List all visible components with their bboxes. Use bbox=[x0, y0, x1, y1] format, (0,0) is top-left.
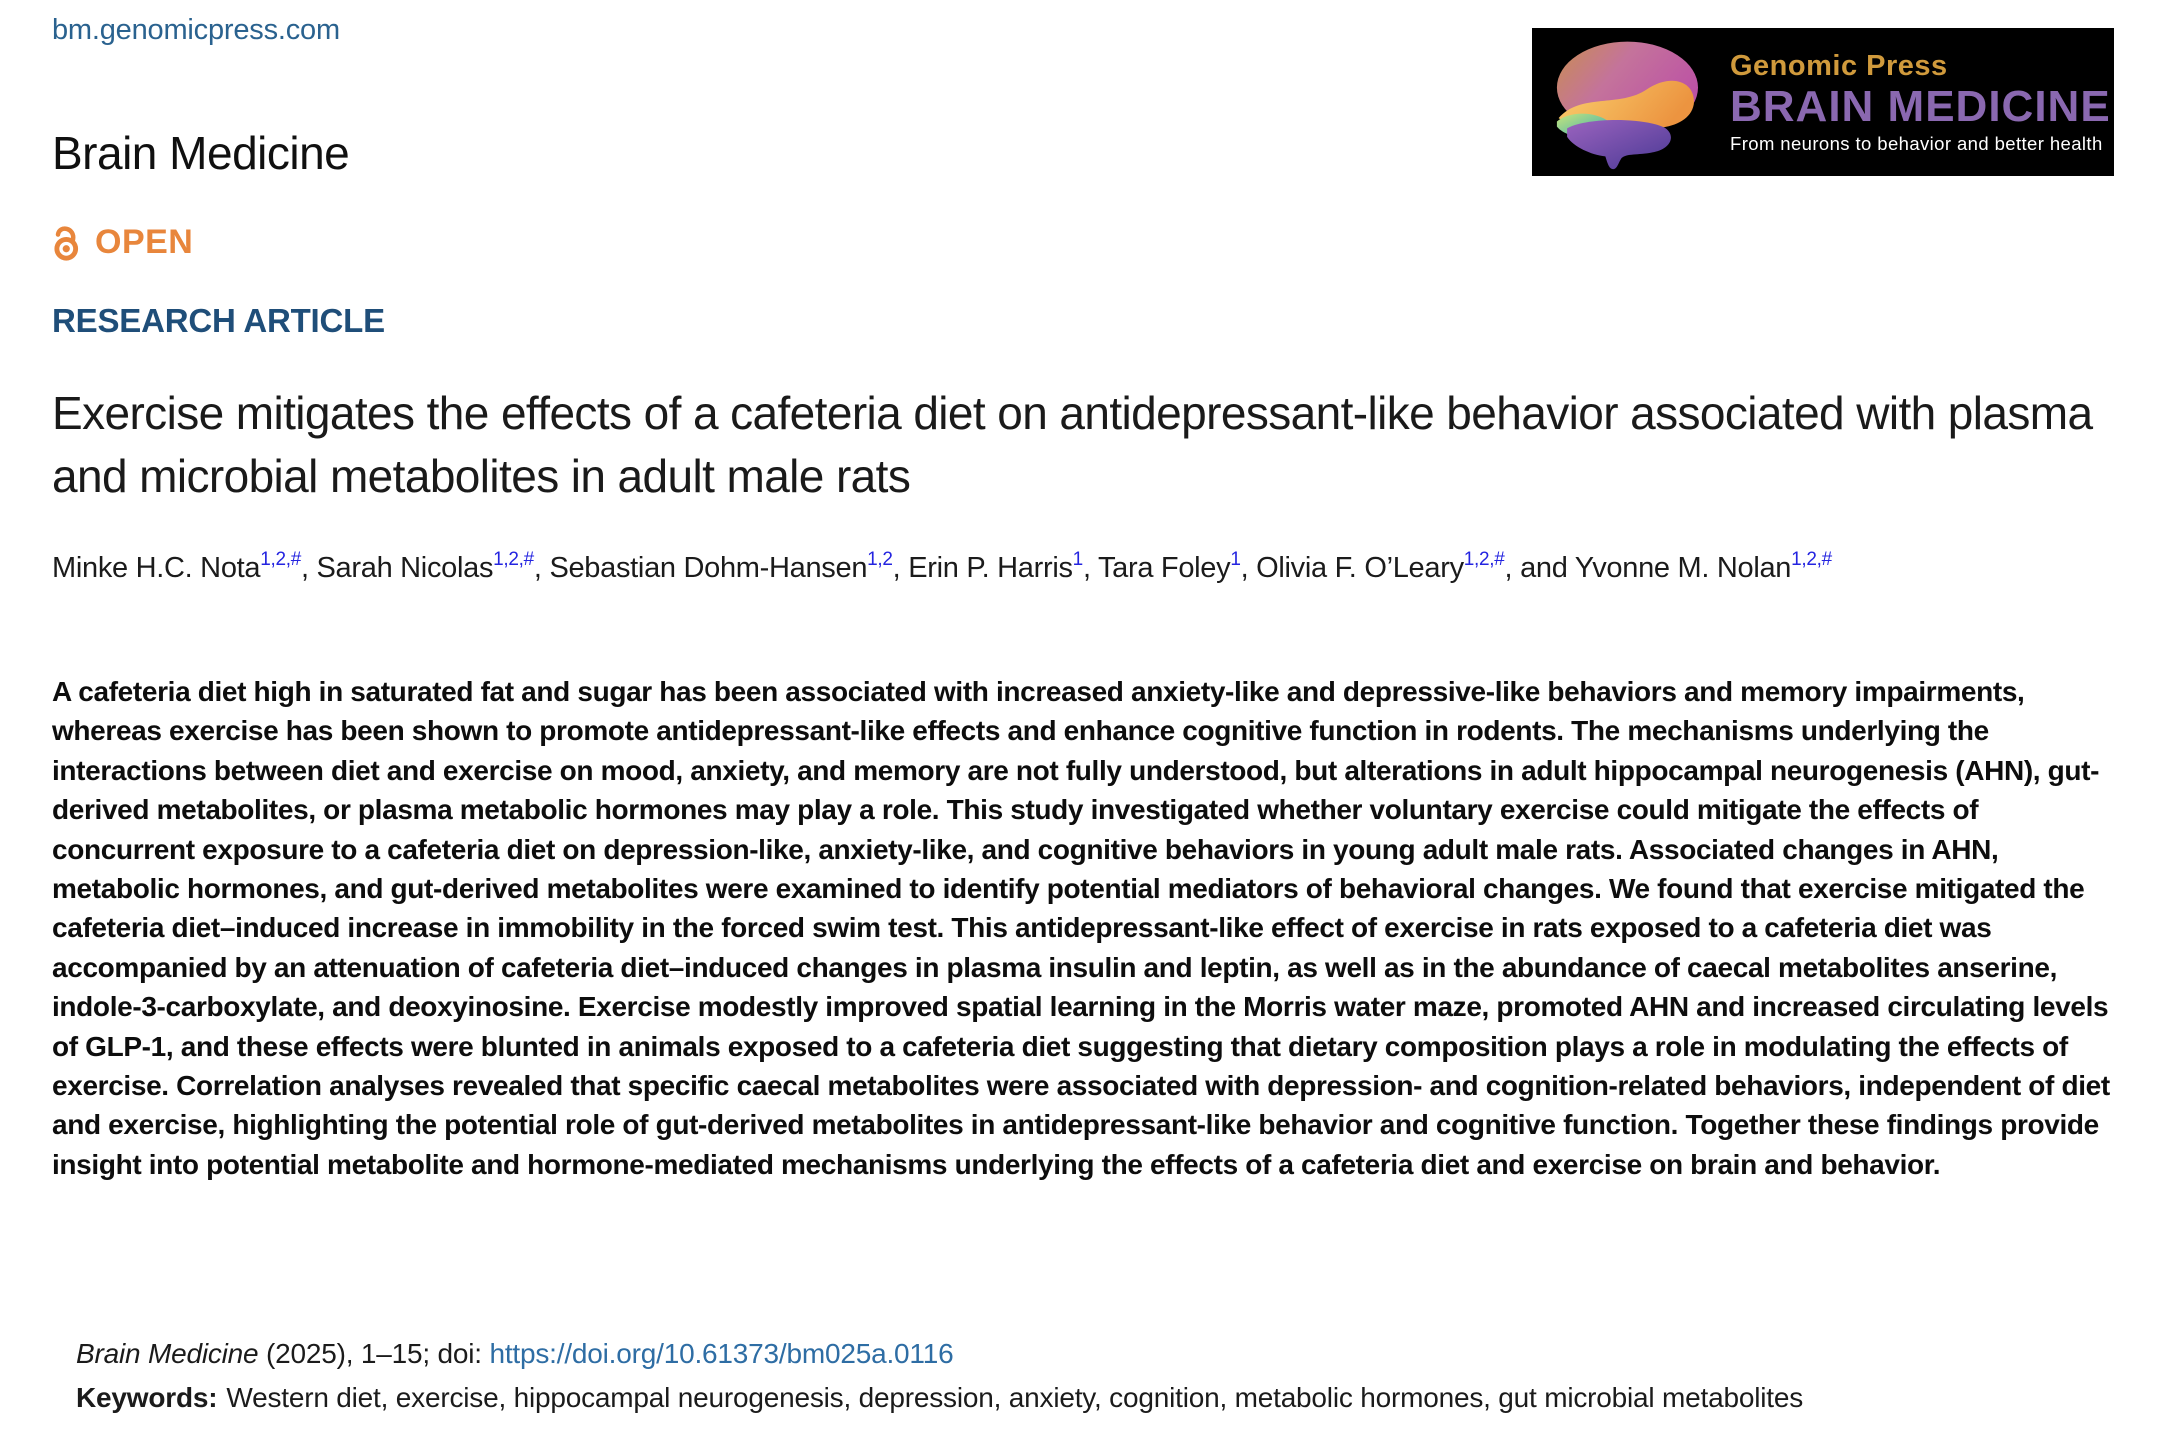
brain-logo-icon bbox=[1532, 28, 1728, 176]
keywords-label: Keywords: bbox=[76, 1382, 218, 1413]
logo-tagline: From neurons to behavior and better health bbox=[1730, 132, 2103, 154]
abstract-text: A cafeteria diet high in saturated fat and sugar has been associated with increased anxiety-like and depressive-like behaviors and memory impairments, whereas exercise has been shown to promote antidepressant-like effects and enhance cognitive function in rodents. The mechanisms underlying the interactions between diet and exercise on mood, anxiety, and memory are not fully understood, but alterations in adult hippocampal neurogenesis (AHN), gut-derived metabolites, or plasma metabolic hormones may play a role. This study investigated whether voluntary exercise could mitigate the effects of concurrent exposure to a cafeteria diet on depression-like, anxiety-like, and cognitive behaviors in young adult male rats. Associated changes in AHN, metabolic hormones, and gut-derived metabolites were examined to identify potential mediators of behavioral changes. We found that exercise mitigated the cafeteria diet–induced increase in immobility in the forced swim test. This antidepressant-like effect of exercise in rats exposed to a cafeteria diet was accompanied by an attenuation of cafeteria diet–induced changes in plasma insulin and leptin, as well as in the abundance of caecal metabolites anserine, indole-3-carboxylate, and deoxyinosine. Exercise modestly improved spatial learning in the Morris water maze, promoted AHN and increased circulating levels of GLP-1, and these effects were blunted in animals exposed to a cafeteria diet suggesting that dietary composition plays a role in modulating the effects of exercise. Correlation analyses revealed that specific caecal metabolites were associated with depression- and cognition-related behaviors, independent of diet and exercise, highlighting the potential role of gut-derived metabolites in antidepressant-like behavior and cognitive function. Together these findings provide insight into potential metabolite and hormone-mediated mechanisms underlying the effects of a cafeteria diet and exercise on brain and behavior. bbox=[52, 676, 2110, 1180]
logo-text-block bbox=[1728, 50, 2111, 155]
open-access-badge bbox=[52, 222, 193, 262]
author-affiliation-superscript: 1 bbox=[1230, 549, 1241, 571]
author-name: Sarah Nicolas bbox=[316, 552, 494, 584]
logo-journal-name: BRAIN MEDICINE bbox=[1730, 81, 2111, 131]
author-name: Olivia F. O’Leary bbox=[1256, 552, 1464, 584]
author-affiliation-superscript: 1,2,# bbox=[260, 549, 301, 571]
logo-publisher-name: Genomic Press bbox=[1730, 49, 1948, 82]
article-title: Exercise mitigates the effects of a cafeteria diet on antidepressant-like behavior associated with plasma and microbial metabolites in adult male rats bbox=[52, 387, 2093, 502]
keywords-text: Western diet, exercise, hippocampal neurogenesis, depression, anxiety, cognition, metabolic hormones, gut microbial metabolites bbox=[226, 1382, 1803, 1413]
author-affiliation-superscript: 1,2,# bbox=[1463, 549, 1505, 571]
brain-icon bbox=[1545, 33, 1715, 171]
author-affiliation-superscript: 1,2 bbox=[867, 549, 893, 571]
open-access-label: OPEN bbox=[95, 222, 194, 261]
citation-line bbox=[76, 1338, 953, 1370]
article-type-label: RESEARCH ARTICLE bbox=[52, 302, 385, 339]
doi-link[interactable]: https://doi.org/10.61373/bm025a.0116 bbox=[489, 1338, 954, 1369]
author-name: Erin P. Harris bbox=[908, 552, 1073, 584]
open-access-lock-icon bbox=[52, 222, 82, 262]
author-affiliation-superscript: 1 bbox=[1072, 549, 1083, 571]
citation-journal-name: Brain Medicine bbox=[76, 1338, 259, 1369]
site-url-link[interactable]: bm.genomicpress.com bbox=[52, 14, 340, 46]
journal-name-heading: Brain Medicine bbox=[52, 127, 350, 179]
authors-line: Minke H.C. Nota$^{1,2,\#}$, Sarah Nicolas$^{1,2,\#}$, Sebastian Dohm-Hansen$^{1,2}$, Erin P. Harris$^1$, Tara Foley$^1$, Olivia F. O’Leary$^{1,2,\#}$, and Yvonne M. Nolan$^{1,2,\#}$ bbox=[52, 549, 1832, 584]
author-affiliation-superscript: 1,2,# bbox=[493, 549, 534, 571]
author-name: Yvonne M. Nolan bbox=[1574, 552, 1792, 584]
citation-details: (2025), 1–15; doi: bbox=[258, 1338, 490, 1369]
keywords-line bbox=[76, 1382, 1803, 1414]
author-affiliation-superscript: 1,2,# bbox=[1791, 549, 1832, 571]
author-name: Sebastian Dohm-Hansen bbox=[549, 552, 868, 584]
journal-logo bbox=[1532, 28, 2114, 176]
author-name: Minke H.C. Nota bbox=[52, 552, 261, 584]
author-name: Tara Foley bbox=[1097, 552, 1231, 584]
